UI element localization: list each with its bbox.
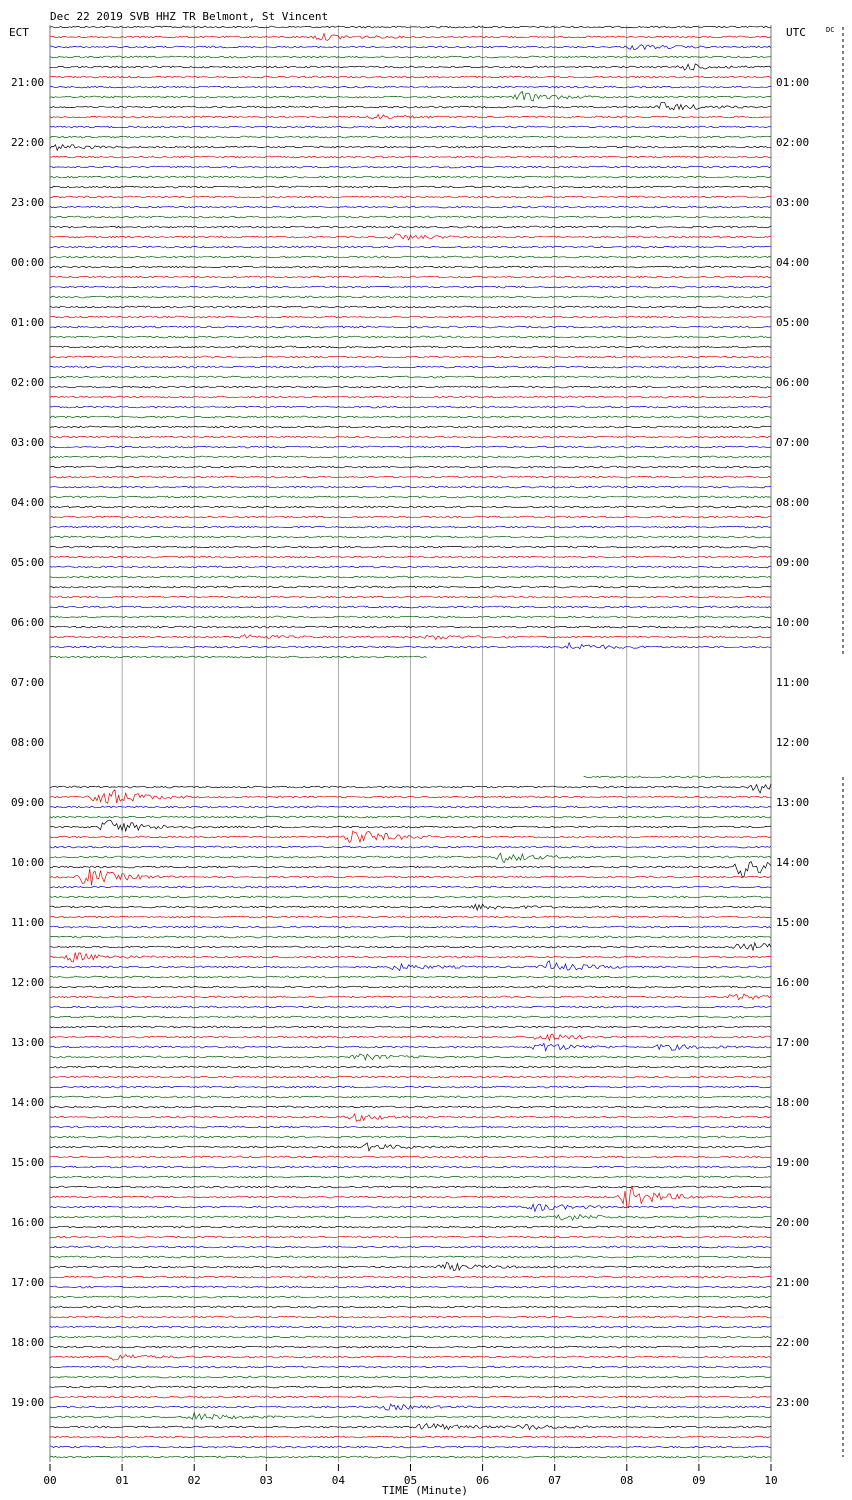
- dc-marker: DC: [826, 26, 835, 34]
- x-tick-label: 08: [620, 1474, 634, 1487]
- utc-label: 18:00: [776, 1096, 810, 1109]
- ect-label: 12:00: [11, 976, 45, 989]
- ect-label: 10:00: [11, 856, 45, 869]
- utc-header: UTC: [786, 26, 806, 39]
- utc-label: 02:00: [776, 136, 810, 149]
- trace-row-75: [584, 776, 772, 778]
- x-tick-label: 09: [692, 1474, 706, 1487]
- utc-label: 17:00: [776, 1036, 810, 1049]
- utc-label: 05:00: [776, 316, 810, 329]
- utc-label: 23:00: [776, 1396, 810, 1409]
- ect-label: 17:00: [11, 1276, 45, 1289]
- ect-label: 14:00: [11, 1096, 45, 1109]
- utc-label: 01:00: [776, 76, 810, 89]
- ect-hour-labels: [11, 76, 44, 1409]
- ect-label: 09:00: [11, 796, 45, 809]
- utc-label: 11:00: [776, 676, 810, 689]
- x-axis-label: TIME (Minute): [381, 1484, 469, 1497]
- x-tick-label: 05: [403, 1474, 418, 1487]
- ect-label: 07:00: [11, 676, 45, 689]
- chart-title: Dec 22 2019 SVB HHZ TR Belmont, St Vincent: [50, 10, 329, 23]
- x-tick-label: 04: [331, 1474, 346, 1487]
- ect-label: 21:00: [11, 76, 45, 89]
- utc-label: 07:00: [776, 436, 810, 449]
- x-tick-label: 06: [475, 1474, 490, 1487]
- utc-label: 09:00: [776, 556, 810, 569]
- ect-label: 15:00: [11, 1156, 45, 1169]
- utc-label: 16:00: [776, 976, 810, 989]
- ect-label: 11:00: [11, 916, 45, 929]
- utc-hour-labels: [776, 76, 809, 1409]
- utc-label: 10:00: [776, 616, 810, 629]
- utc-label: 21:00: [776, 1276, 810, 1289]
- utc-label: 04:00: [776, 256, 810, 269]
- ect-label: 13:00: [11, 1036, 45, 1049]
- utc-label: 20:00: [776, 1216, 810, 1229]
- ect-label: 08:00: [11, 736, 45, 749]
- utc-label: 13:00: [776, 796, 810, 809]
- ect-label: 22:00: [11, 136, 45, 149]
- ect-header: ECT: [9, 26, 29, 39]
- trace-row-63: [50, 656, 427, 658]
- utc-label: 19:00: [776, 1156, 810, 1169]
- ect-label: 05:00: [11, 556, 45, 569]
- x-tick-label: 00: [43, 1474, 57, 1487]
- ect-label: 19:00: [11, 1396, 45, 1409]
- x-tick-label: 10: [764, 1474, 778, 1487]
- ect-label: 00:00: [11, 256, 45, 269]
- ect-label: 04:00: [11, 496, 45, 509]
- ect-label: 18:00: [11, 1336, 45, 1349]
- x-tick-label: 02: [187, 1474, 201, 1487]
- utc-label: 08:00: [776, 496, 810, 509]
- ect-label: 06:00: [11, 616, 45, 629]
- ect-label: 02:00: [11, 376, 45, 389]
- ect-label: 16:00: [11, 1216, 45, 1229]
- utc-label: 22:00: [776, 1336, 810, 1349]
- utc-label: 06:00: [776, 376, 810, 389]
- x-tick-label: 01: [115, 1474, 129, 1487]
- x-tick-label: 07: [548, 1474, 562, 1487]
- ect-label: 01:00: [11, 316, 45, 329]
- ect-label: 23:00: [11, 196, 45, 209]
- utc-label: 14:00: [776, 856, 810, 869]
- utc-label: 15:00: [776, 916, 810, 929]
- utc-label: 12:00: [776, 736, 810, 749]
- utc-label: 03:00: [776, 196, 810, 209]
- ect-label: 03:00: [11, 436, 45, 449]
- x-tick-label: 03: [259, 1474, 273, 1487]
